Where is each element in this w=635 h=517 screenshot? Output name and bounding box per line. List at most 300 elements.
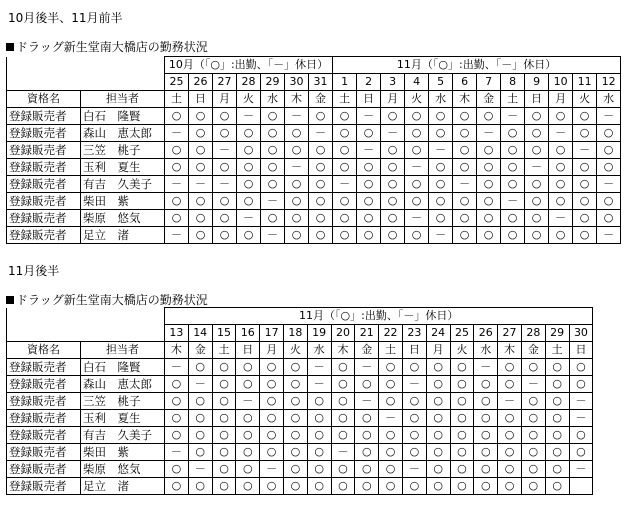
attendance-cell: ○ <box>545 359 569 376</box>
date-cell: 10 <box>549 74 573 91</box>
attendance-cell: ○ <box>355 444 379 461</box>
attendance-cell: ○ <box>213 193 237 210</box>
attendance-cell: ○ <box>212 478 236 495</box>
attendance-cell: ○ <box>189 210 213 227</box>
attendance-cell: ○ <box>573 210 597 227</box>
attendance-cell: ○ <box>426 376 450 393</box>
attendance-cell: ○ <box>450 393 474 410</box>
attendance-cell: ○ <box>357 125 381 142</box>
staff-name-cell: 白石 隆賢 <box>81 108 165 125</box>
month-group-header: 10月（「○」:出勤、「－」休日） <box>165 57 333 74</box>
attendance-cell: － <box>188 376 212 393</box>
attendance-cell: ○ <box>405 193 429 210</box>
attendance-cell: ○ <box>213 210 237 227</box>
attendance-cell: ○ <box>405 142 429 159</box>
attendance-cell: ○ <box>236 410 260 427</box>
weekday-cell: 金 <box>477 91 501 108</box>
date-cell: 5 <box>429 74 453 91</box>
staff-row <box>7 410 593 427</box>
attendance-cell: － <box>260 461 284 478</box>
weekday-cell: 土 <box>165 91 189 108</box>
qualification-cell: 登録販売者 <box>7 227 81 244</box>
attendance-cell: ○ <box>331 359 355 376</box>
attendance-cell: ○ <box>474 410 498 427</box>
staff-name-cell: 足立 渚 <box>81 478 165 495</box>
attendance-cell: ○ <box>426 478 450 495</box>
attendance-cell: ○ <box>285 142 309 159</box>
attendance-cell: ○ <box>355 461 379 478</box>
attendance-cell: － <box>474 359 498 376</box>
attendance-cell: ○ <box>189 227 213 244</box>
attendance-cell: ○ <box>426 410 450 427</box>
attendance-cell: － <box>379 410 403 427</box>
date-cell: 17 <box>260 325 284 342</box>
attendance-cell: ○ <box>355 427 379 444</box>
month-group-header: 11月（「○」:出勤、「－」休日） <box>165 308 593 325</box>
attendance-cell: － <box>525 159 549 176</box>
weekday-cell: 金 <box>309 91 333 108</box>
attendance-cell: ○ <box>525 125 549 142</box>
attendance-cell: ○ <box>283 393 307 410</box>
attendance-cell: ○ <box>549 176 573 193</box>
weekday-cell: 土 <box>333 91 357 108</box>
attendance-cell: ○ <box>165 142 189 159</box>
qualification-cell: 登録販売者 <box>7 376 81 393</box>
attendance-cell: ○ <box>549 193 573 210</box>
attendance-cell: － <box>569 393 593 410</box>
attendance-cell: ○ <box>545 461 569 478</box>
date-cell: 26 <box>189 74 213 91</box>
attendance-cell: － <box>573 142 597 159</box>
attendance-cell: ○ <box>213 108 237 125</box>
attendance-cell: ○ <box>381 159 405 176</box>
attendance-cell: ○ <box>379 376 403 393</box>
attendance-cell: ○ <box>260 376 284 393</box>
qualification-cell: 登録販売者 <box>7 210 81 227</box>
staff-name-cell: 足立 渚 <box>81 227 165 244</box>
date-cell: 28 <box>237 74 261 91</box>
attendance-cell: ○ <box>379 461 403 478</box>
attendance-cell: ○ <box>212 393 236 410</box>
date-cell: 31 <box>309 74 333 91</box>
weekday-cell: 金 <box>521 342 545 359</box>
staff-row <box>7 193 621 210</box>
date-cell: 14 <box>188 325 212 342</box>
attendance-cell: ○ <box>283 359 307 376</box>
blank-header-cell <box>7 74 165 91</box>
attendance-cell: ○ <box>213 125 237 142</box>
attendance-cell: ○ <box>236 359 260 376</box>
date-cell: 6 <box>453 74 477 91</box>
staff-row <box>7 427 593 444</box>
attendance-cell: － <box>429 227 453 244</box>
attendance-cell: ○ <box>355 410 379 427</box>
attendance-cell: － <box>189 176 213 193</box>
staff-row <box>7 376 593 393</box>
attendance-cell: ○ <box>402 478 426 495</box>
attendance-cell: － <box>405 210 429 227</box>
staff-name-cell: 三笠 桃子 <box>81 393 165 410</box>
attendance-cell: ○ <box>260 444 284 461</box>
attendance-cell: ○ <box>569 427 593 444</box>
attendance-cell: ○ <box>285 210 309 227</box>
weekday-cell: 火 <box>573 91 597 108</box>
attendance-cell: ○ <box>188 393 212 410</box>
attendance-cell: ○ <box>549 227 573 244</box>
attendance-cell: ○ <box>498 478 522 495</box>
attendance-cell: ○ <box>501 210 525 227</box>
attendance-cell: ○ <box>402 444 426 461</box>
attendance-cell: ○ <box>501 176 525 193</box>
attendance-cell: ○ <box>573 193 597 210</box>
attendance-cell: ○ <box>573 125 597 142</box>
attendance-cell: ○ <box>213 227 237 244</box>
attendance-cell: ○ <box>525 193 549 210</box>
group-header-row <box>7 57 621 74</box>
attendance-cell: － <box>213 142 237 159</box>
attendance-cell: ○ <box>309 227 333 244</box>
attendance-cell: ○ <box>402 393 426 410</box>
qualification-cell: 登録販売者 <box>7 193 81 210</box>
attendance-cell: ○ <box>498 359 522 376</box>
date-row <box>7 325 593 342</box>
weekday-cell: 土 <box>212 342 236 359</box>
attendance-cell: － <box>355 359 379 376</box>
date-cell: 4 <box>405 74 429 91</box>
weekday-cell: 水 <box>261 91 285 108</box>
attendance-cell: － <box>357 142 381 159</box>
attendance-cell: － <box>331 444 355 461</box>
attendance-cell: ○ <box>429 159 453 176</box>
date-row <box>7 74 621 91</box>
attendance-cell: ○ <box>429 125 453 142</box>
attendance-cell: ○ <box>450 359 474 376</box>
staff-row <box>7 444 593 461</box>
attendance-cell: ○ <box>405 227 429 244</box>
attendance-cell: ○ <box>189 142 213 159</box>
weekday-cell: 木 <box>285 91 309 108</box>
weekday-row <box>7 342 593 359</box>
attendance-cell: ○ <box>165 108 189 125</box>
date-cell: 11 <box>573 74 597 91</box>
attendance-cell: － <box>165 359 189 376</box>
qualification-cell: 登録販売者 <box>7 444 81 461</box>
attendance-cell: ○ <box>188 478 212 495</box>
attendance-cell: ○ <box>237 193 261 210</box>
attendance-cell: － <box>498 393 522 410</box>
attendance-cell: ○ <box>213 159 237 176</box>
attendance-cell: ○ <box>357 227 381 244</box>
attendance-cell: ○ <box>285 125 309 142</box>
attendance-cell: ○ <box>545 393 569 410</box>
staff-row <box>7 159 621 176</box>
qualification-cell: 登録販売者 <box>7 478 81 495</box>
qualification-cell: 登録販売者 <box>7 125 81 142</box>
attendance-cell: ○ <box>453 142 477 159</box>
month-group-header: 11月（「○」:出勤、「－」休日） <box>333 57 621 74</box>
qualification-header: 資格名 <box>7 342 81 359</box>
date-cell: 3 <box>381 74 405 91</box>
attendance-cell: ○ <box>260 393 284 410</box>
attendance-cell: ○ <box>525 210 549 227</box>
attendance-cell: ○ <box>212 376 236 393</box>
attendance-cell: ○ <box>379 393 403 410</box>
attendance-cell: － <box>213 176 237 193</box>
attendance-cell: ○ <box>309 142 333 159</box>
staff-name-cell: 有吉 久美子 <box>81 176 165 193</box>
staff-row <box>7 142 621 159</box>
attendance-cell: ○ <box>545 410 569 427</box>
attendance-cell: ○ <box>357 159 381 176</box>
attendance-cell: ○ <box>450 410 474 427</box>
attendance-cell: ○ <box>237 176 261 193</box>
date-cell: 15 <box>212 325 236 342</box>
attendance-cell: ○ <box>474 376 498 393</box>
weekday-cell: 月 <box>213 91 237 108</box>
attendance-cell: ○ <box>477 176 501 193</box>
heading-november-late: 11月後半 <box>8 264 60 278</box>
staff-name-cell: 柴原 悠気 <box>81 210 165 227</box>
attendance-cell: － <box>569 461 593 478</box>
date-cell: 27 <box>213 74 237 91</box>
date-cell: 2 <box>357 74 381 91</box>
attendance-cell: － <box>307 359 331 376</box>
staff-name-cell: 三笠 桃子 <box>81 142 165 159</box>
attendance-cell: ○ <box>450 461 474 478</box>
attendance-cell: － <box>355 393 379 410</box>
attendance-cell: ○ <box>165 376 189 393</box>
attendance-cell: － <box>237 108 261 125</box>
attendance-cell: － <box>285 108 309 125</box>
attendance-cell: ○ <box>453 125 477 142</box>
attendance-cell: ○ <box>189 125 213 142</box>
attendance-cell: － <box>165 176 189 193</box>
weekday-cell: 日 <box>357 91 381 108</box>
attendance-cell: ○ <box>450 478 474 495</box>
attendance-cell: ○ <box>545 427 569 444</box>
attendance-cell: ○ <box>261 125 285 142</box>
attendance-cell: ○ <box>165 427 189 444</box>
attendance-cell: ○ <box>237 142 261 159</box>
attendance-cell: ○ <box>331 427 355 444</box>
attendance-cell: ○ <box>573 108 597 125</box>
weekday-cell: 火 <box>405 91 429 108</box>
qualification-cell: 登録販売者 <box>7 393 81 410</box>
staff-name-cell: 森山 恵太郎 <box>81 125 165 142</box>
attendance-cell: ○ <box>597 193 621 210</box>
attendance-cell: ○ <box>597 159 621 176</box>
attendance-cell: ○ <box>165 410 189 427</box>
attendance-cell: － <box>261 227 285 244</box>
attendance-cell: ○ <box>477 159 501 176</box>
attendance-cell: － <box>597 108 621 125</box>
attendance-cell: ○ <box>260 427 284 444</box>
attendance-cell: － <box>477 125 501 142</box>
attendance-cell: ○ <box>237 227 261 244</box>
attendance-cell: ○ <box>521 478 545 495</box>
attendance-cell: ○ <box>309 210 333 227</box>
attendance-cell: ○ <box>525 142 549 159</box>
attendance-cell: ○ <box>597 210 621 227</box>
date-cell: 29 <box>545 325 569 342</box>
weekday-cell: 火 <box>237 91 261 108</box>
attendance-cell: ○ <box>261 159 285 176</box>
attendance-cell: ○ <box>260 478 284 495</box>
group-header-row <box>7 308 593 325</box>
square-bullet-icon <box>6 43 14 51</box>
attendance-cell: － <box>597 227 621 244</box>
attendance-cell: ○ <box>573 176 597 193</box>
attendance-cell: ○ <box>501 227 525 244</box>
attendance-cell: ○ <box>426 427 450 444</box>
attendance-cell: ○ <box>525 227 549 244</box>
staff-name-cell: 白石 隆賢 <box>81 359 165 376</box>
attendance-cell: － <box>549 125 573 142</box>
attendance-cell: ○ <box>501 159 525 176</box>
attendance-cell: ○ <box>331 393 355 410</box>
weekday-cell: 水 <box>474 342 498 359</box>
attendance-cell: ○ <box>453 227 477 244</box>
staff-row <box>7 478 593 495</box>
attendance-cell: ○ <box>573 159 597 176</box>
heading-october-november: 10月後半、11月前半 <box>8 11 123 25</box>
attendance-cell: ○ <box>283 376 307 393</box>
attendance-cell: ○ <box>381 176 405 193</box>
attendance-cell: ○ <box>188 359 212 376</box>
attendance-cell: ○ <box>283 410 307 427</box>
weekday-cell: 土 <box>379 342 403 359</box>
weekday-cell: 金 <box>355 342 379 359</box>
attendance-cell: ○ <box>426 359 450 376</box>
qualification-cell: 登録販売者 <box>7 108 81 125</box>
attendance-cell: ○ <box>450 444 474 461</box>
attendance-cell: ○ <box>307 427 331 444</box>
date-cell: 30 <box>285 74 309 91</box>
qualification-cell: 登録販売者 <box>7 359 81 376</box>
attendance-cell: － <box>429 142 453 159</box>
attendance-cell: ○ <box>453 159 477 176</box>
date-cell: 29 <box>261 74 285 91</box>
attendance-cell: ○ <box>283 478 307 495</box>
weekday-cell: 木 <box>498 342 522 359</box>
attendance-cell: ○ <box>379 478 403 495</box>
weekday-cell: 木 <box>331 342 355 359</box>
attendance-cell: ○ <box>188 427 212 444</box>
attendance-cell: ○ <box>261 142 285 159</box>
attendance-cell: ○ <box>283 444 307 461</box>
date-cell: 18 <box>283 325 307 342</box>
attendance-cell: ○ <box>283 427 307 444</box>
attendance-cell: ○ <box>379 427 403 444</box>
date-cell: 27 <box>498 325 522 342</box>
weekday-row <box>7 91 621 108</box>
attendance-cell: ○ <box>450 376 474 393</box>
attendance-cell: ○ <box>379 359 403 376</box>
date-cell: 13 <box>165 325 189 342</box>
staff-header: 担当者 <box>81 342 165 359</box>
attendance-cell: － <box>405 159 429 176</box>
attendance-cell: ○ <box>453 193 477 210</box>
attendance-cell: ○ <box>237 159 261 176</box>
staff-header: 担当者 <box>81 91 165 108</box>
attendance-cell: ○ <box>453 210 477 227</box>
qualification-cell: 登録販売者 <box>7 461 81 478</box>
attendance-cell: ○ <box>285 176 309 193</box>
staff-row <box>7 359 593 376</box>
attendance-cell: － <box>597 176 621 193</box>
attendance-cell: ○ <box>212 461 236 478</box>
attendance-cell: ○ <box>357 210 381 227</box>
attendance-cell: ○ <box>498 410 522 427</box>
weekday-cell: 月 <box>549 91 573 108</box>
date-cell: 28 <box>521 325 545 342</box>
attendance-cell: ○ <box>405 108 429 125</box>
staff-row <box>7 393 593 410</box>
attendance-cell: ○ <box>165 159 189 176</box>
staff-row <box>7 176 621 193</box>
attendance-cell: ○ <box>189 193 213 210</box>
attendance-cell: ○ <box>498 376 522 393</box>
attendance-cell: ○ <box>260 359 284 376</box>
attendance-cell: ○ <box>212 359 236 376</box>
section-title <box>6 40 208 54</box>
attendance-cell: ○ <box>307 393 331 410</box>
weekday-cell: 日 <box>189 91 213 108</box>
weekday-cell: 月 <box>381 91 405 108</box>
attendance-cell: ○ <box>309 159 333 176</box>
attendance-cell: ○ <box>333 142 357 159</box>
attendance-cell: ○ <box>501 125 525 142</box>
attendance-cell: ○ <box>426 393 450 410</box>
date-cell: 7 <box>477 74 501 91</box>
attendance-cell: ○ <box>402 410 426 427</box>
attendance-cell: ○ <box>165 210 189 227</box>
attendance-cell: － <box>165 227 189 244</box>
attendance-cell: ○ <box>333 125 357 142</box>
attendance-cell: ○ <box>474 427 498 444</box>
date-cell: 30 <box>569 325 593 342</box>
attendance-cell: － <box>453 176 477 193</box>
attendance-cell: ○ <box>569 376 593 393</box>
attendance-cell: ○ <box>477 142 501 159</box>
attendance-cell: ○ <box>285 227 309 244</box>
weekday-cell: 火 <box>283 342 307 359</box>
date-cell: 26 <box>474 325 498 342</box>
section-title-text: ドラッグ新生堂南大橋店の勤務状況 <box>16 40 208 54</box>
attendance-cell: － <box>549 210 573 227</box>
attendance-cell: ○ <box>426 444 450 461</box>
date-cell: 9 <box>525 74 549 91</box>
date-cell: 1 <box>333 74 357 91</box>
attendance-cell: ○ <box>429 176 453 193</box>
attendance-cell: ○ <box>429 108 453 125</box>
staff-name-cell: 柴原 悠気 <box>81 461 165 478</box>
attendance-cell: － <box>569 410 593 427</box>
schedule-table-1 <box>6 56 621 244</box>
attendance-cell: ○ <box>545 444 569 461</box>
attendance-cell: ○ <box>477 210 501 227</box>
attendance-cell: － <box>285 159 309 176</box>
attendance-cell: ○ <box>212 444 236 461</box>
attendance-cell: ○ <box>477 108 501 125</box>
qualification-cell: 登録販売者 <box>7 176 81 193</box>
date-cell: 8 <box>501 74 525 91</box>
staff-row <box>7 227 621 244</box>
attendance-cell: ○ <box>402 359 426 376</box>
attendance-cell: ○ <box>165 461 189 478</box>
attendance-cell: ○ <box>525 108 549 125</box>
attendance-cell: ○ <box>333 210 357 227</box>
